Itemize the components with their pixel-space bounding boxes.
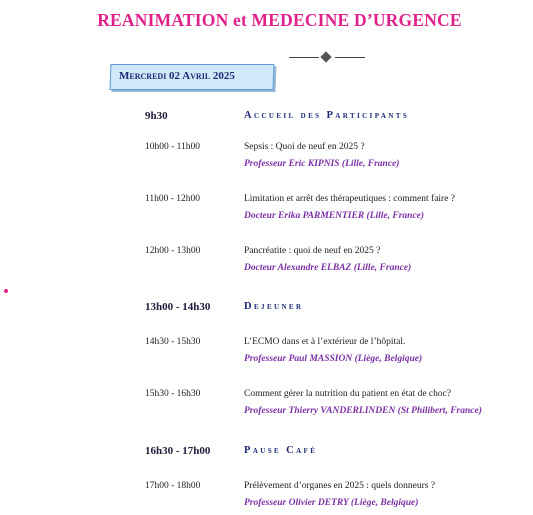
session-title: Prélèvement d’organes en 2025 : quels donneurs ? xyxy=(244,481,436,491)
speaker-name: Professeur Paul MASSION (Liège, Belgique) xyxy=(244,354,423,364)
session-title: Limitation et arrêt des thérapeutiques : comment faire ? xyxy=(244,194,456,204)
date-banner xyxy=(110,64,275,90)
divider-line xyxy=(335,57,365,58)
break-heading: Pause Café xyxy=(244,445,318,456)
time-slot: 10h00 - 11h00 xyxy=(145,142,201,152)
time-slot: 17h00 - 18h00 xyxy=(145,481,201,491)
session-title: Comment gérer la nutrition du patient en état de choc? xyxy=(244,389,452,399)
speaker-name: Professeur Thierry VANDERLINDEN (St Philibert, France) xyxy=(244,406,482,416)
divider-line xyxy=(289,57,319,58)
time-slot: 14h30 - 15h30 xyxy=(145,337,201,347)
time-slot: 13h00 - 14h30 xyxy=(145,301,211,313)
divider-ornament xyxy=(289,52,365,64)
page-title: REANIMATION et MEDECINE D’URGENCE xyxy=(97,10,462,30)
time-slot: 15h30 - 16h30 xyxy=(145,389,201,399)
break-heading: Accueil des Participants xyxy=(244,110,410,121)
time-slot: 9h30 xyxy=(145,110,168,122)
break-heading: Dejeuner xyxy=(244,301,304,312)
date-label: Mercredi 02 Avril 2025 xyxy=(119,70,235,82)
speaker-name: Professeur Eric KIPNIS (Lille, France) xyxy=(244,159,400,169)
session-title: Pancréatite : quoi de neuf en 2025 ? xyxy=(244,246,381,256)
speaker-name: Docteur Erika PARMENTIER (Lille, France) xyxy=(244,211,425,221)
time-slot: 16h30 - 17h00 xyxy=(145,445,211,457)
time-slot: 12h00 - 13h00 xyxy=(145,246,201,256)
speaker-name: Professeur Olivier DETRY (Liège, Belgique) xyxy=(244,498,419,508)
session-title: L’ECMO dans et à l’extérieur de l’hôpital. xyxy=(244,337,406,347)
time-slot: 11h00 - 12h00 xyxy=(145,194,201,204)
speaker-name: Docteur Alexandre ELBAZ (Lille, France) xyxy=(244,263,412,273)
diamond-icon xyxy=(320,51,331,62)
session-title: Sepsis : Quoi de neuf en 2025 ? xyxy=(244,142,365,152)
bullet-dot-icon xyxy=(4,289,8,293)
